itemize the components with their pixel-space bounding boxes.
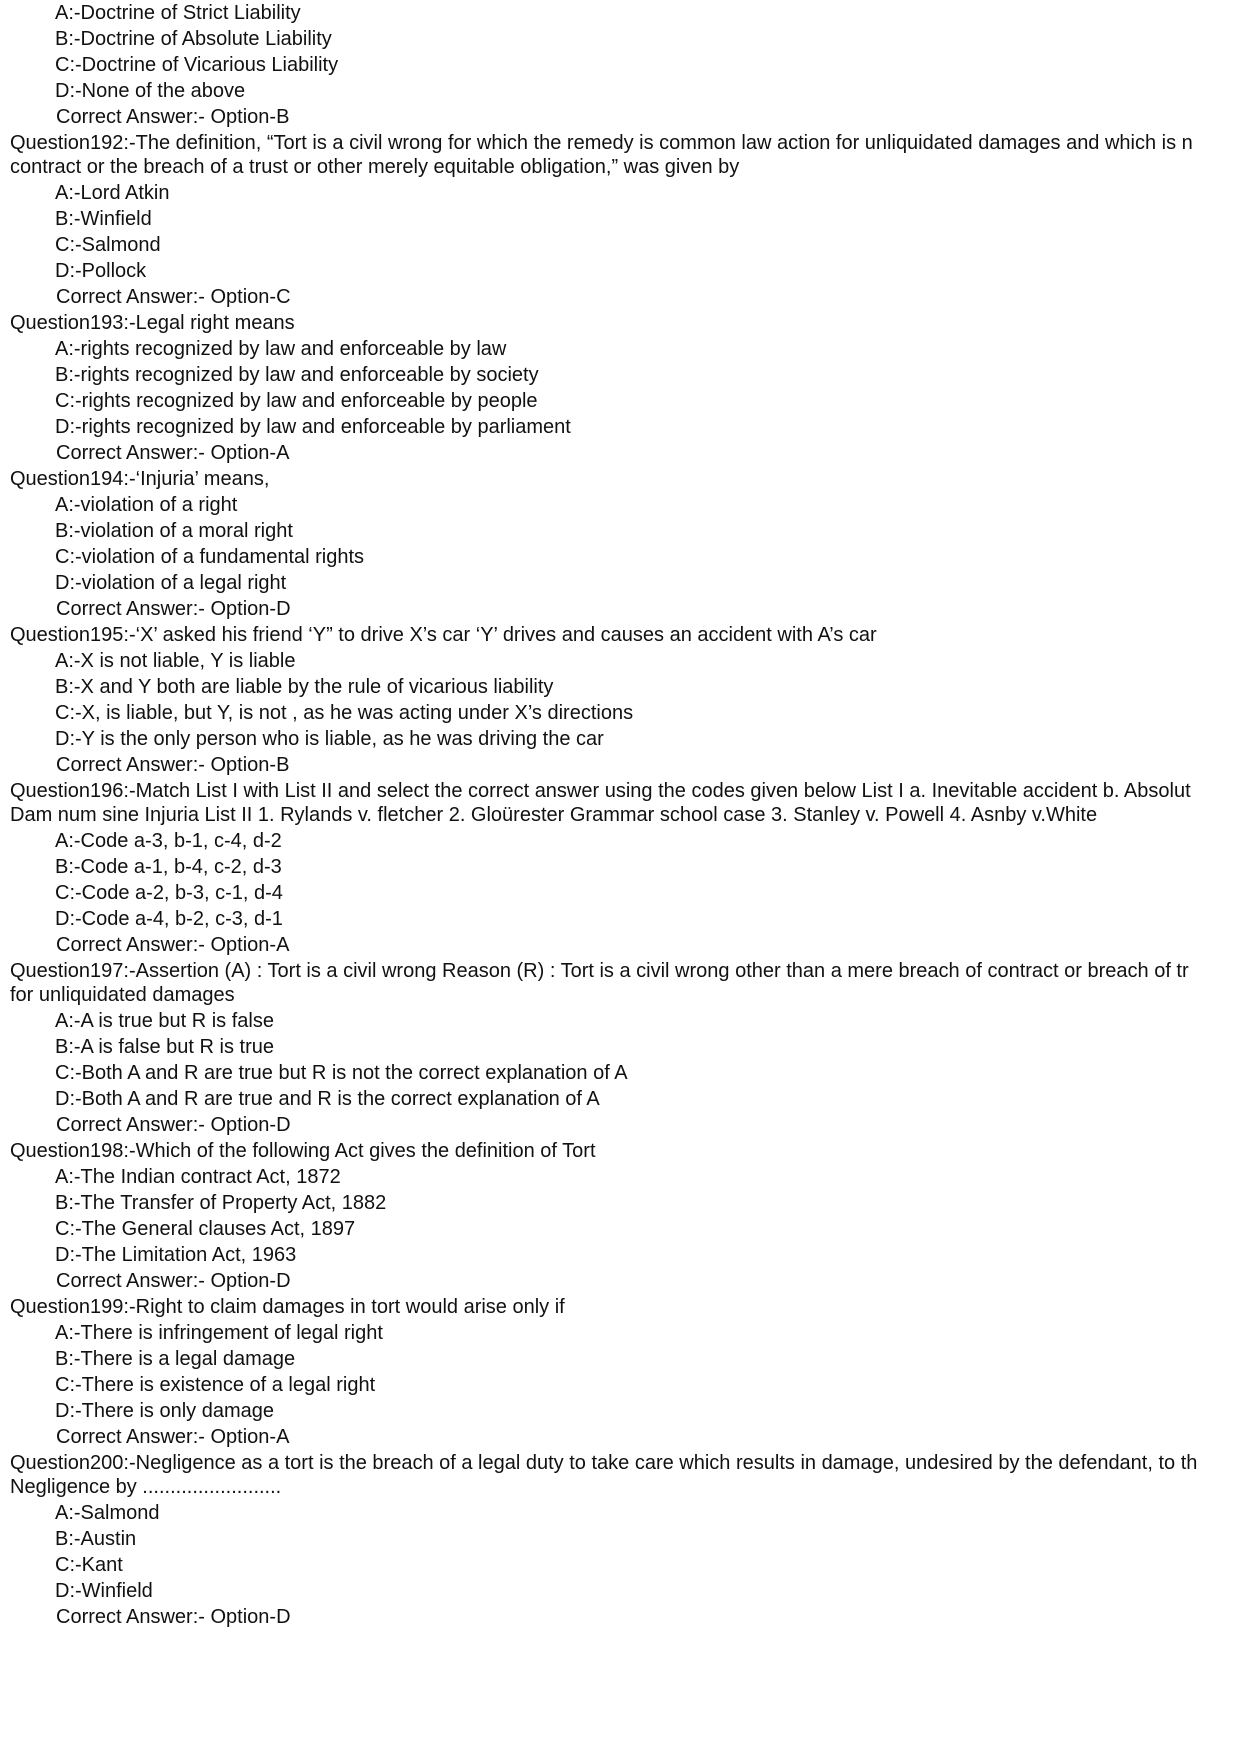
correct-answer: Correct Answer:- Option-C [56,286,291,308]
option-a: A:-rights recognized by law and enforceable by law [55,338,507,360]
question-block [10,1450,1240,1630]
question-text: Question199:-Right to claim damages in tort would arise only if [10,1296,565,1318]
question-text: Question200:-Negligence as a tort is the breach of a legal duty to take care which results in damage, undesired by the defendant, to th [10,1452,1198,1474]
question-text: Question197:-Assertion (A) : Tort is a civil wrong Reason (R) : Tort is a civil wrong other than a mere breach of contract or breach of tr [10,960,1189,982]
option-d: D:-rights recognized by law and enforceable by parliament [55,416,571,438]
question-text: Question196:-Match List I with List II and select the correct answer using the codes given below List I a. Inevitable accident b. Absolut [10,780,1191,802]
option-c: C:-Doctrine of Vicarious Liability [55,54,339,76]
option-a: A:-Code a-3, b-1, c-4, d-2 [55,830,282,852]
correct-answer: Correct Answer:- Option-D [56,1270,291,1292]
correct-answer: Correct Answer:- Option-D [56,1114,291,1136]
question-block [10,130,1240,310]
option-a: A:-There is infringement of legal right [55,1322,383,1344]
option-d: D:-Code a-4, b-2, c-3, d-1 [55,908,283,930]
option-b: B:-X and Y both are liable by the rule of vicarious liability [55,676,554,698]
option-c: C:-X, is liable, but Y, is not , as he was acting under X’s directions [55,702,634,724]
question-block [10,1138,1240,1294]
option-a: A:-violation of a right [55,494,238,516]
question-text: Question193:-Legal right means [10,312,295,334]
option-d: D:-There is only damage [55,1400,274,1422]
option-c: C:-rights recognized by law and enforceable by people [55,390,538,412]
option-b: B:-Doctrine of Absolute Liability [55,28,332,50]
correct-answer: Correct Answer:- Option-A [56,1426,290,1448]
option-a: A:-A is true but R is false [55,1010,274,1032]
correct-answer: Correct Answer:- Option-D [56,1606,291,1628]
option-d: D:-Winfield [55,1580,153,1602]
question-block [10,958,1240,1138]
option-d: D:-Both A and R are true and R is the correct explanation of A [55,1088,600,1110]
option-c: C:-The General clauses Act, 1897 [55,1218,356,1240]
question-text: Question194:-‘Injuria’ means, [10,468,270,490]
option-b: B:-The Transfer of Property Act, 1882 [55,1192,387,1214]
option-a: A:-The Indian contract Act, 1872 [55,1166,341,1188]
correct-answer: Correct Answer:- Option-B [56,106,290,128]
option-b: B:-Code a-1, b-4, c-2, d-3 [55,856,282,878]
correct-answer: Correct Answer:- Option-A [56,442,290,464]
question-list [10,130,1240,1630]
option-d: D:-Pollock [55,260,147,282]
option-c: C:-Salmond [55,234,161,256]
option-c: C:-There is existence of a legal right [55,1374,376,1396]
option-c: C:-Kant [55,1554,123,1576]
question-text-continued: contract or the breach of a trust or other merely equitable obligation,” was given by [10,156,740,178]
question-text: Question192:-The definition, “Tort is a civil wrong for which the remedy is common law action for unliquidated damages and which is n [10,132,1193,154]
document-body [10,0,1240,1630]
option-d: D:-The Limitation Act, 1963 [55,1244,297,1266]
option-b: B:-A is false but R is true [55,1036,274,1058]
question-block [10,466,1240,622]
question-text-continued: Negligence by ......................... [10,1476,282,1498]
correct-answer: Correct Answer:- Option-B [56,754,290,776]
lead-block [10,0,1240,130]
correct-answer: Correct Answer:- Option-A [56,934,290,956]
question-block [10,778,1240,958]
option-b: B:-Austin [55,1528,137,1550]
option-d: D:-None of the above [55,80,246,102]
option-b: B:-There is a legal damage [55,1348,296,1370]
question-block [10,310,1240,466]
option-b: B:-violation of a moral right [55,520,293,542]
question-text-continued: Dam num sine Injuria List II 1. Rylands v. fletcher 2. Gloürester Grammar school case 3. Stanley v. Powell 4. Asnby v.White [10,804,1098,826]
question-text: Question195:-‘X’ asked his friend ‘Y” to drive X’s car ‘Y’ drives and causes an accident with A’s car [10,624,877,646]
question-block [10,622,1240,778]
option-c: C:-Both A and R are true but R is not the correct explanation of A [55,1062,628,1084]
option-b: B:-Winfield [55,208,152,230]
option-a: A:-Lord Atkin [55,182,170,204]
question-text-continued: for unliquidated damages [10,984,235,1006]
question-text: Question198:-Which of the following Act gives the definition of Tort [10,1140,596,1162]
correct-answer: Correct Answer:- Option-D [56,598,291,620]
option-c: C:-violation of a fundamental rights [55,546,365,568]
option-d: D:-violation of a legal right [55,572,287,594]
option-c: C:-Code a-2, b-3, c-1, d-4 [55,882,283,904]
question-block [10,1294,1240,1450]
option-b: B:-rights recognized by law and enforceable by society [55,364,539,386]
option-d: D:-Y is the only person who is liable, as he was driving the car [55,728,604,750]
option-a: A:-X is not liable, Y is liable [55,650,296,672]
option-a: A:-Salmond [55,1502,160,1524]
option-a: A:-Doctrine of Strict Liability [55,2,301,24]
